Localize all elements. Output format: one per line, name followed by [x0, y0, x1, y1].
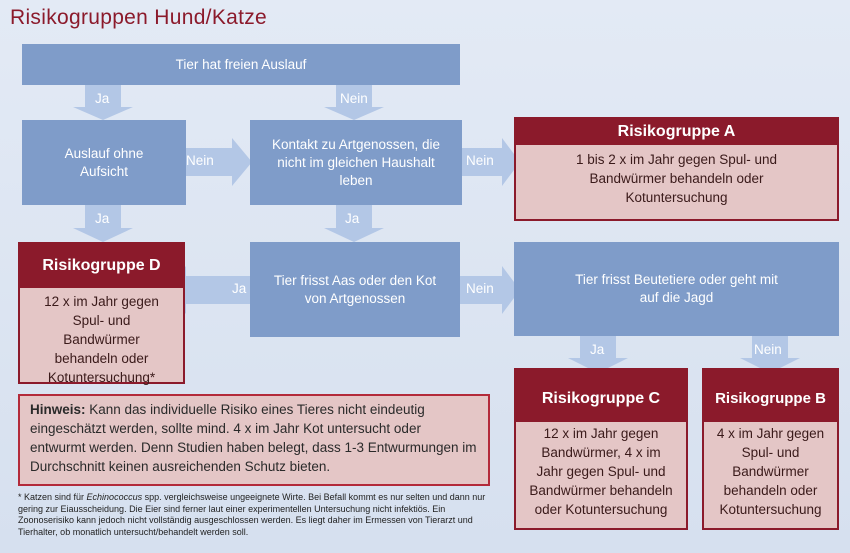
risikogruppe-c [514, 368, 688, 530]
hinweis-label: Hinweis: [30, 402, 86, 417]
risikogruppe-a-title: Risikogruppe A [516, 119, 837, 145]
risikogruppe-a-text: 1 bis 2 x im Jahr gegen Spul- und Bandwürmer behandeln oder Kotuntersuchung [575, 152, 778, 205]
box-freier-auslauf: Tier hat freien Auslauf [22, 44, 460, 85]
box-beutetiere-jagd: Tier frisst Beutetiere oder geht mit auf die Jagd [514, 242, 839, 336]
footnote-prefix: * Katzen sind für [18, 492, 87, 502]
risikogruppe-c-title: Risikogruppe C [516, 370, 686, 422]
label-ja-c: Ja [590, 342, 605, 357]
label-ja-aas-d: Ja [232, 281, 247, 296]
label-nein-a: Nein [466, 153, 494, 168]
label-ja-auslauf: Ja [95, 91, 110, 106]
label-nein-auslauf: Nein [186, 153, 214, 168]
label-nein-kontakt: Nein [340, 91, 368, 106]
risikogruppe-a [514, 117, 839, 221]
hinweis-box [18, 394, 490, 486]
page-title: Risikogruppen Hund/Katze [10, 6, 268, 29]
label-ja-d: Ja [95, 211, 110, 226]
box-aas-kot: Tier frisst Aas oder den Kot von Artgenossen [250, 242, 460, 337]
label-ja-aas: Ja [345, 211, 360, 226]
label-nein-beute: Nein [466, 281, 494, 296]
risikogruppe-d-text: 12 x im Jahr gegen Spul- und Bandwürmer behandeln oder Kotuntersuchung* [44, 294, 159, 385]
box-auslauf-ohne-aufsicht: Auslauf ohne Aufsicht [22, 120, 186, 205]
box-kontakt-artgenossen: Kontakt zu Artgenossen, die nicht im gleichen Haushalt leben [250, 120, 462, 205]
footnote-species: Echinococcus [86, 492, 143, 502]
footnote-text: spp. vergleichsweise ungeeignete Wirte. Bei Befall kommt es nur selten und dann nur gering zur Eiausscheidung. Die Eier sind ferner laut einer experimentellen Untersuchung nicht infektiös. Ein Zoonoserisiko kann jedoch nicht vollständig ausgeschlossen werden. Es liegt daher im Ermessen von Tierarzt und Tierhalter, ob monatlich untersucht/behandelt werden soll. [18, 492, 486, 537]
footnote [18, 492, 496, 538]
risikogruppe-d [18, 242, 185, 384]
hinweis-text: Kann das individuelle Risiko eines Tieres nicht eindeutig eingeschätzt werden, sollte mind. 4 x im Jahr Kot untersucht oder entwurmt werden. Denn Studien haben belegt, dass 1-3 Entwurmungen im Durchschnitt keinen ausreichenden Schutz bieten. [30, 402, 477, 474]
risikogruppe-c-text: 12 x im Jahr gegen Bandwürmer, 4 x im Jahr gegen Spul- und Bandwürmer behandeln oder Kotuntersuchung [529, 426, 673, 517]
risikogruppe-b-text: 4 x im Jahr gegen Spul- und Bandwürmer behandeln oder Kotuntersuchung [716, 426, 825, 517]
label-nein-b: Nein [754, 342, 782, 357]
risikogruppe-b [702, 368, 839, 530]
risikogruppe-b-title: Risikogruppe B [704, 370, 837, 422]
risikogruppe-d-title: Risikogruppe D [20, 244, 183, 288]
